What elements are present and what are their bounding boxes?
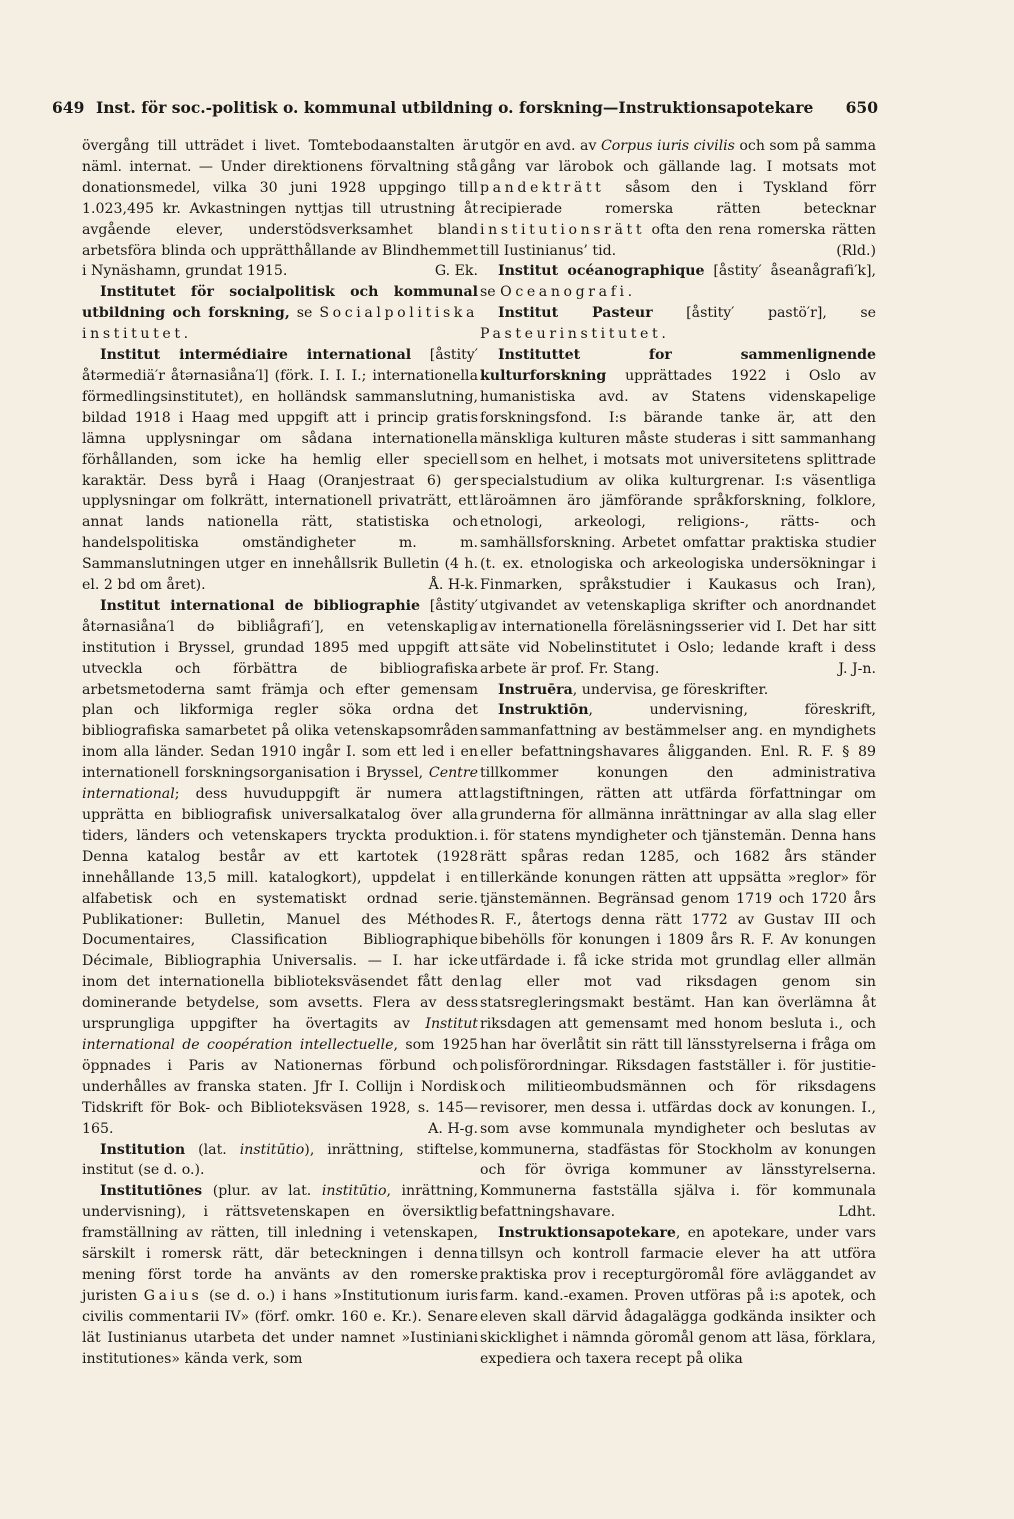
entry-instruktionsapotekare: Instruktionsapotekare, en apotekare, under vars tillsyn och kontroll farmacie elever ha att utföra praktiska prov i recepturgöromål före avläggandet av farm. kand.-examen. Proven utföras på i:s apotek, och eleven skall därvid ådagalägga godkända insikter och skicklighet i nämnda göromål genom att läsa, förklara, expediera och taxera recept på olika bbox=[480, 1225, 876, 1367]
page-header bbox=[52, 98, 878, 124]
entry-oceanographique: Institut océanographique [åstity′ åseanågrafi′k], se Oceanografi. bbox=[480, 263, 876, 301]
spaced-name: Gaius bbox=[143, 1287, 203, 1304]
author-signature: Ldht. bbox=[838, 1204, 876, 1221]
entry-headword: Instruktiōn bbox=[498, 702, 589, 719]
entry-headword: Institutet för socialpolitisk och kommunal utbildning och forskning, bbox=[82, 284, 478, 322]
entry-institution: Institution (lat. institūtio), inrättning, stiftelse, institut (se d. o.). bbox=[82, 1141, 478, 1179]
entry-headword: Institut international de bibliographie bbox=[100, 597, 420, 614]
entry-headword: Institutiōnes bbox=[100, 1183, 203, 1200]
entry-headword: Institution bbox=[100, 1141, 186, 1158]
author-signature: A. H-g. bbox=[428, 1120, 478, 1137]
entry-pasteur: Institut Pasteur [åstity′ pastö′r], se Pasteurinstitutet. bbox=[480, 305, 876, 343]
author-signature: Å. H-k. bbox=[428, 577, 478, 594]
right-column bbox=[480, 136, 876, 1369]
entry-institutiones: Institutiōnes (plur. av lat. institūtio, inrättning, undervisning), i rättsvetenskapen en översiktlig framställning av rätten, till inledning i vetenskapen, särskilt i romersk rätt, där beteckningen i denna mening först torde ha använts av den romerske juristen Gaius (se d. o.) i hans »Institutionum iuris civilis commentarii IV» (förf. omkr. 160 e. Kr.). Senare lät Iustinianus utarbeta det under namnet »Iustiniani institutiones» kända verk, som bbox=[82, 1183, 478, 1367]
entry-instruera: Instruēra, undervisa, ge föreskrifter. bbox=[498, 681, 769, 698]
page-number-left: 649 bbox=[52, 98, 85, 117]
entry-sammenlignende: Instituttet for sammenlignende kulturforskning upprättades 1922 i Oslo av humanistiska avd. av Statens videnskapelige forskningsfond. I:s bärande tanke är, att den mänskliga kulturen måste studeras i sitt sammanhang som en helhet, i motsats mot universitetens splittrade specialstudium av olika kulturgrenar. I:s väsentliga läroämnen äro jämförande språkforskning, folklore, etnologi, arkeologi, religions-, rätts- och samhällsforskning. Arbetet omfattar praktiska studier (t. ex. etnologiska och arkeologiska undersökningar i Finmarken, språkstudier i Kaukasus och Iran), utgivandet av vetenskapliga skrifter och anordnandet av internationella föreläsningsserier vid I. Det har sitt säte vid Nobelinstitutet i Oslo; ledande kraft i dess arbete är prof. Fr. Stang. J. J-n. bbox=[480, 345, 876, 680]
page-number-right: 650 bbox=[845, 98, 878, 117]
entry-headword: Instituttet for sammenlignende kulturforskning bbox=[480, 347, 876, 384]
entry-headword: Instruktionsapotekare bbox=[498, 1225, 676, 1242]
cross-reference: Oceanografi bbox=[500, 284, 628, 301]
cross-reference: Pasteurinstitutet bbox=[480, 326, 662, 343]
author-signature: G. Ek. bbox=[434, 263, 478, 280]
entry-headword: Institut Pasteur bbox=[498, 305, 653, 322]
cross-reference: Socialpolitiska institutet bbox=[82, 305, 478, 343]
entry-headword: Institut océanographique bbox=[498, 263, 705, 280]
entry-socialpolitisk: Institutet för socialpolitisk och kommunal utbildning och forskning, se Socialpolitiska institutet. bbox=[82, 284, 478, 343]
author-signature: J. J-n. bbox=[838, 660, 876, 677]
entry-headword: Instruēra bbox=[498, 681, 573, 698]
entry-bibliographie: Institut international de bibliographie [åstity′ åtərnasiåna′l də bibliågrafi′], en vetenskaplig institution i Bryssel, grundad 1895 med uppgift att utveckla och förbättra de bibliografiska arbetsmetoderna samt främja och efter gemensam plan och likformiga regler söka ordna det bibliografiska samarbetet på olika vetenskapsområden inom alla länder. Sedan 1910 ingår I. som ett led i en internationell forskningsorganisation i Bryssel, Centre international; dess huvuduppgift är numera att upprätta en bibliografisk universalkatalog över alla tiders, länders och vetenskapers tryckta produktion. Denna katalog består av ett kartotek (1928 innehållande 13,5 mill. katalogkort), uppdelat i en alfabetisk och en systematiskt ordnad serie. Publikationer: Bulletin, Manuel des Méthodes Documentaires, Classification Bibliographique Décimale, Bibliographia Universalis. — I. har icke inom det internationella biblioteksväsendet fått den dominerande betydelse, som avsetts. Flera av dess ursprungliga uppgifter ha övertagits av Institut international de coopération intellectuelle, som 1925 öppnades i Paris av Nationernas förbund och underhålles av franska staten. Jfr I. Collijn i Nordisk Tidskrift för Bok- och Biblioteksväsen 1928, s. 145—165. A. H-g. bbox=[82, 596, 478, 1140]
entry-continuation: övergång till utträdet i livet. Tomtebodaanstalten är näml. internat. — Under direktionens förvaltning stå donationsmedel, vilka 30 juni 1928 uppgingo till 1.023,495 kr. Avkastningen nyttjas till utrustning åt avgående elever, understödsverksamhet bland arbetsföra blinda och upprätthållande av Blindhemmet i Nynäshamn, grundat 1915. G. Ek. bbox=[82, 136, 478, 282]
left-column bbox=[82, 136, 478, 1369]
entry-intermediaire: Institut intermédiaire international [åstity′ åtərmediä′r åtərnasiåna′l] (förk. I. I. I.; internationella förmedlingsinstitutet), en holländsk sammanslutning, bildad 1918 i Haag med uppgift att i princip gratis lämna upplysningar om sådana internationella förhållanden, som icke ha hemlig eller speciell karaktär. Dess byrå i Haag (Oranjestraat 6) ger upplysningar om folkrätt, internationell privaträtt, ett annat lands nationella rätt, statistiska och handelspolitiska omständigheter m. m. Sammanslutningen utger en innehållsrik Bulletin (4 h. el. 2 bd om året). Å. H-k. bbox=[82, 345, 478, 596]
entry-instruktion: Instruktiōn, undervisning, föreskrift, sammanfattning av bestämmelser ang. en myndighets eller befattningshavares åligganden. Enl. R. F. § 89 tillkommer konungen den administrativa lagstiftningen, rätten att utfärda författningar om grunderna för allmänna inrättningar av alla slag eller i. för statens myndigheter och tjänstemän. Denna hans rätt spåras redan 1285, och 1682 års ständer tillerkände konungen rätten att uppsätta »reglor» för tjänstemännen. Begränsad genom 1719 och 1720 års R. F., återtogs denna rätt 1772 av Gustav III och bibehölls för konungen i 1809 års R. F. Av konungen utfärdade i. få icke strida mot grundlag eller allmän lag eller mot vad riksdagen genom sin statsregleringsmakt bestämt. Han kan överlämna åt riksdagen att gemensamt med honom besluta i., och han har överlåtit sin rätt till länsstyrelserna i fråga om polisförordningar. Riksdagen fastställer i. för justitie- och militieombudsmännen och för riksdagens revisorer, men dessa i. utfärdas dock av konungen. I., som avse kommunala myndigheter och beslutas av kommunerna, stadfästas för Stockholm av konungen och för övriga kommuner av länsstyrelserna. Kommunerna fastställa själva i. för kommunala befattningshavare. Ldht. bbox=[480, 700, 876, 1223]
entry-headword: Institut intermédiaire international bbox=[100, 347, 412, 364]
entry-continuation: utgör en avd. av Corpus iuris civilis och som på samma gång var lärobok och gällande lag. I motsats mot pandekträtt såsom den i Tyskland förr recipierade romerska rätten betecknar institutionsrätt ofta den rena romerska rätten till Iustinianus’ tid. (Rld.) bbox=[480, 136, 876, 261]
running-head: Inst. för soc.-politisk o. kommunal utbildning o. forskning—Instruktionsapotekare bbox=[96, 98, 814, 117]
author-signature: (Rld.) bbox=[836, 242, 876, 259]
